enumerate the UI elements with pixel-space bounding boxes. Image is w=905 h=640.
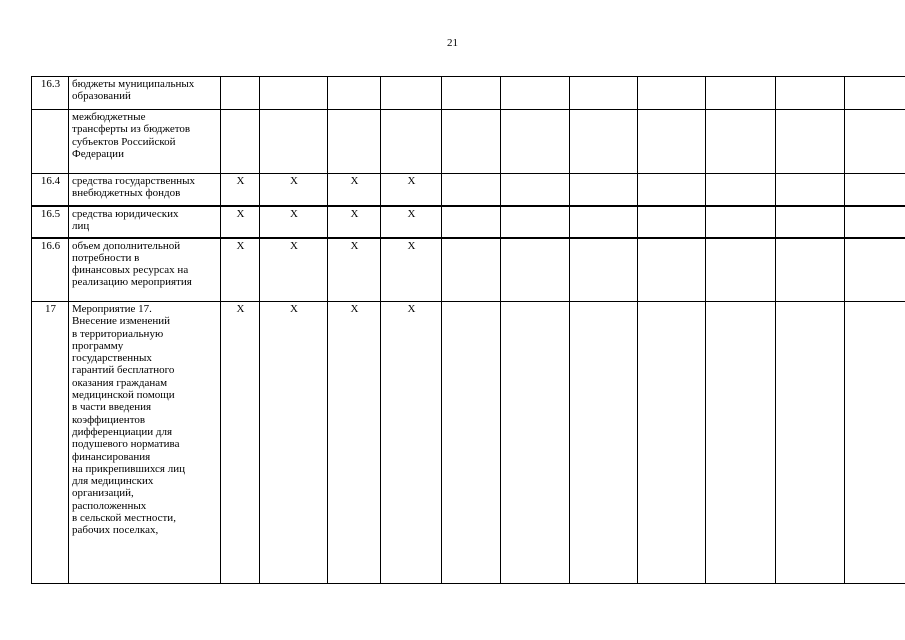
row-description: средства государственных внебюджетных фондов bbox=[69, 174, 221, 206]
table-cell bbox=[501, 77, 570, 110]
table-cell bbox=[845, 206, 905, 238]
table-row bbox=[32, 77, 905, 110]
table-cell bbox=[706, 77, 776, 110]
table-row bbox=[32, 110, 905, 174]
table-cell bbox=[845, 110, 905, 174]
table-cell bbox=[570, 77, 638, 110]
table-cell bbox=[442, 110, 501, 174]
row-number: 17 bbox=[32, 302, 69, 584]
budget-table bbox=[31, 76, 905, 584]
table-cell: Х bbox=[381, 206, 442, 238]
table-cell bbox=[442, 206, 501, 238]
table-cell bbox=[638, 77, 706, 110]
table-cell: Х bbox=[260, 174, 328, 206]
table-cell bbox=[328, 77, 381, 110]
table-cell: Х bbox=[328, 238, 381, 302]
row-number: 16.6 bbox=[32, 238, 69, 302]
table-cell bbox=[638, 302, 706, 584]
page-number: 21 bbox=[447, 37, 458, 49]
row-description: объем дополнительной потребности в финансовых ресурсах на реализацию мероприятия bbox=[69, 238, 221, 302]
table-cell: Х bbox=[328, 206, 381, 238]
table-cell bbox=[638, 110, 706, 174]
table-cell bbox=[638, 174, 706, 206]
table-cell bbox=[776, 206, 845, 238]
table-cell bbox=[845, 174, 905, 206]
table-cell bbox=[706, 110, 776, 174]
table-cell: Х bbox=[221, 206, 260, 238]
table-cell bbox=[638, 206, 706, 238]
table-cell bbox=[221, 77, 260, 110]
table-cell bbox=[260, 110, 328, 174]
table-cell bbox=[381, 77, 442, 110]
table-cell: Х bbox=[328, 174, 381, 206]
row-number bbox=[32, 110, 69, 174]
table-row bbox=[32, 174, 905, 206]
table-row bbox=[32, 206, 905, 238]
table-cell bbox=[776, 238, 845, 302]
table-cell bbox=[776, 110, 845, 174]
table-cell bbox=[706, 238, 776, 302]
table-cell bbox=[501, 302, 570, 584]
row-description: Мероприятие 17. Внесение изменений в территориальную программу государственных гарантий бесплатного оказания гражданам медицинской помощи в части введения коэффициентов дифференциации для подушевого норматива финансирования на прикрепившихся лиц для медицинских организаций, расположенных в сельской местности, рабочих поселках, bbox=[69, 302, 221, 584]
row-description: средства юридических лиц bbox=[69, 206, 221, 238]
row-number: 16.4 bbox=[32, 174, 69, 206]
table-cell bbox=[381, 110, 442, 174]
table-cell: Х bbox=[221, 238, 260, 302]
table-cell bbox=[221, 110, 260, 174]
table-cell bbox=[776, 77, 845, 110]
table-cell bbox=[776, 302, 845, 584]
table-cell: Х bbox=[328, 302, 381, 584]
table-cell: Х bbox=[221, 302, 260, 584]
table-cell: Х bbox=[221, 174, 260, 206]
table-cell bbox=[442, 174, 501, 206]
table-cell bbox=[442, 238, 501, 302]
table-cell bbox=[570, 110, 638, 174]
table-cell bbox=[706, 174, 776, 206]
table-cell bbox=[501, 110, 570, 174]
table-cell bbox=[260, 77, 328, 110]
table-cell bbox=[570, 238, 638, 302]
table-cell bbox=[570, 174, 638, 206]
table-cell bbox=[776, 174, 845, 206]
table-cell bbox=[442, 302, 501, 584]
table-cell bbox=[845, 77, 905, 110]
table-cell bbox=[501, 206, 570, 238]
table-cell bbox=[442, 77, 501, 110]
table-cell bbox=[638, 238, 706, 302]
table-cell bbox=[570, 206, 638, 238]
row-number: 16.5 bbox=[32, 206, 69, 238]
table-cell bbox=[328, 110, 381, 174]
table-cell bbox=[501, 238, 570, 302]
table-row bbox=[32, 238, 905, 302]
table-cell bbox=[845, 238, 905, 302]
row-number: 16.3 bbox=[32, 77, 69, 110]
table-cell: Х bbox=[260, 238, 328, 302]
table-cell bbox=[501, 174, 570, 206]
table-cell: Х bbox=[381, 174, 442, 206]
table-cell: Х bbox=[381, 302, 442, 584]
table-cell bbox=[845, 302, 905, 584]
table-cell bbox=[570, 302, 638, 584]
table-cell: Х bbox=[260, 302, 328, 584]
table-cell bbox=[706, 302, 776, 584]
row-description: межбюджетные трансферты из бюджетов субъектов Российской Федерации bbox=[69, 110, 221, 174]
table-cell: Х bbox=[260, 206, 328, 238]
table-cell bbox=[706, 206, 776, 238]
table-cell: Х bbox=[381, 238, 442, 302]
row-description: бюджеты муниципальных образований bbox=[69, 77, 221, 110]
table-row bbox=[32, 302, 905, 584]
